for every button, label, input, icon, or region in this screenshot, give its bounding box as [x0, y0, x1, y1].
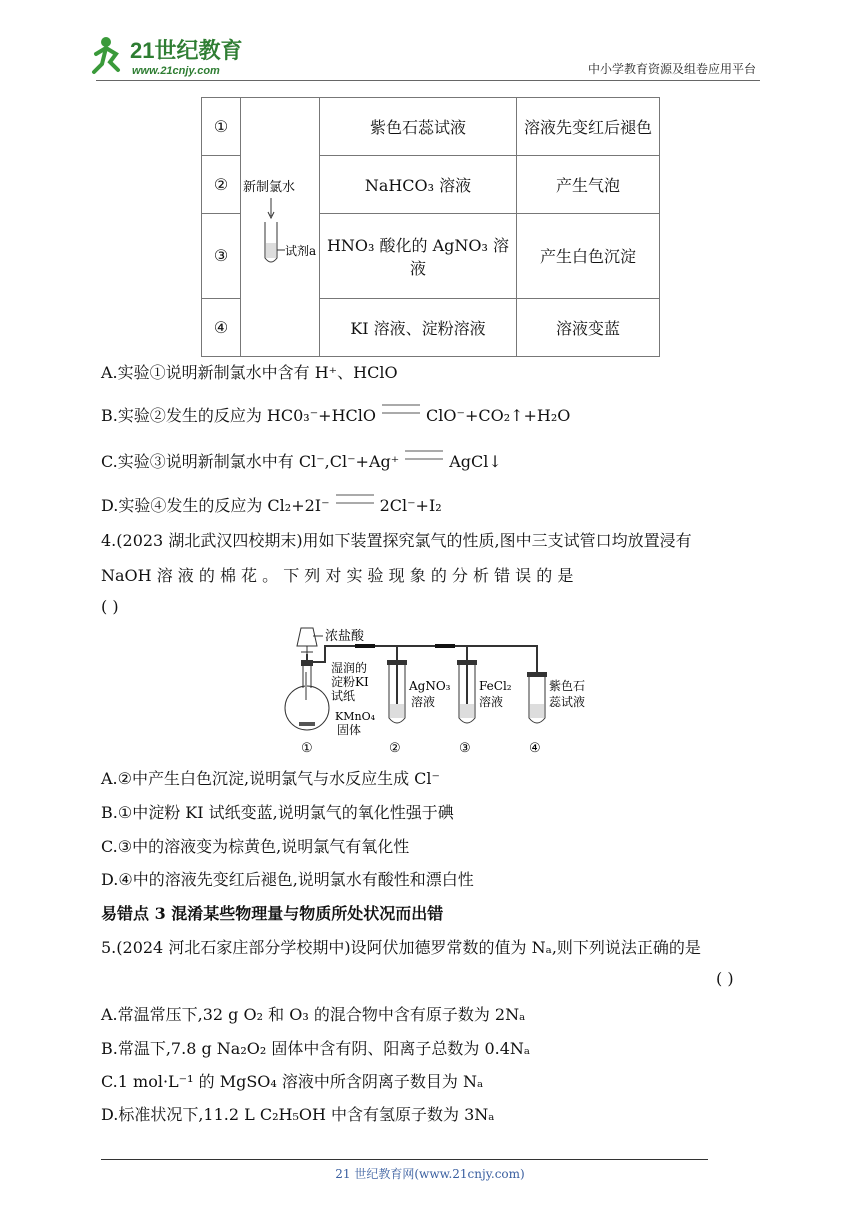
q3-option-c-left: C.实验③说明新制氯水中有 Cl⁻,Cl⁻+Ag⁺ [101, 452, 400, 471]
apparatus-cell [241, 98, 320, 357]
q3-option-d-right: 2Cl⁻+I₂ [379, 496, 442, 515]
q4-option-c: C.③中的溶液变为棕黄色,说明氯气有氧化性 [101, 837, 410, 856]
phenomenon-cell: 溶液变蓝 [517, 299, 660, 357]
svg-text:溶液: 溶液 [411, 695, 436, 709]
q4-option-b: B.①中淀粉 KI 试纸变蓝,说明氯气的氧化性强于碘 [101, 803, 454, 822]
reagent-cell: NaHCO₃ 溶液 [320, 155, 517, 213]
q4-stem-line2: NaOH 溶 液 的 棉 花 。 下 列 对 实 验 现 象 的 分 析 错 误 的 是 [101, 566, 574, 585]
equals-sign [382, 404, 420, 414]
site-logo [92, 32, 262, 82]
svg-text:AgNO₃: AgNO₃ [409, 679, 451, 693]
svg-text:溶液: 溶液 [479, 695, 504, 709]
row-num: ① [202, 98, 241, 156]
round-flask [285, 660, 329, 730]
q5-option-b: B.常温下,7.8 g Na₂O₂ 固体中含有阴、阳离子总数为 0.4Nₐ [101, 1039, 531, 1058]
equals-sign [336, 494, 374, 504]
q3-option-b-right: ClO⁻+CO₂↑+H₂O [426, 406, 571, 425]
q4-answer-bracket: ( ) [101, 597, 119, 616]
row-num: ③ [202, 213, 241, 298]
footer-divider [101, 1159, 708, 1160]
logo-url: www.21cnjy.com [132, 65, 220, 77]
runner-icon [94, 37, 118, 72]
reagent-cell: 紫色石蕊试液 [320, 98, 517, 156]
q4-stem-line1: 4.(2023 湖北武汉四校期末)用如下装置探究氯气的性质,图中三支试管口均放置浸有 [101, 531, 692, 550]
platform-name: 中小学教育资源及组卷应用平台 [587, 62, 756, 76]
q5-option-d: D.标准状况下,11.2 L C₂H₅OH 中含有氢原子数为 3Nₐ [101, 1105, 495, 1124]
header-divider [96, 80, 760, 81]
label-kmno4-1: KMnO₄ [335, 710, 375, 723]
label-kmno4-2: 固体 [337, 723, 362, 737]
q4-option-a: A.②中产生白色沉淀,说明氯气与水反应生成 Cl⁻ [101, 769, 440, 788]
q4-option-d: D.④中的溶液先变红后褪色,说明氯水有酸性和漂白性 [101, 870, 474, 889]
row-num: ④ [202, 299, 241, 357]
q5-stem: 5.(2024 河北石家庄部分学校期中)设阿伏加德罗常数的值为 Nₐ,则下列说法正确的是 [101, 938, 701, 957]
reagent-cell: KI 溶液、淀粉溶液 [320, 299, 517, 357]
experiment-table [201, 97, 660, 357]
test-tube-diagram [241, 98, 319, 352]
q3-option-b [101, 403, 570, 426]
q3-option-d-left: D.实验④发生的反应为 Cl₂+2I⁻ [101, 496, 330, 515]
apparatus-label-bottom: 试剂a [285, 244, 317, 258]
q3-option-c [101, 449, 502, 472]
svg-text:紫色石: 紫色石 [549, 679, 586, 693]
phenomenon-cell: 产生气泡 [517, 155, 660, 213]
phenomenon-cell: 溶液先变红后褪色 [517, 98, 660, 156]
fig-num-2: ② [389, 741, 401, 756]
apparatus-figure [285, 620, 586, 760]
label-paper-3: 试纸 [331, 689, 356, 703]
label-paper-1: 湿润的 [331, 661, 368, 675]
fig-num-4: ④ [529, 741, 541, 756]
section-heading: 易错点 3 混淆某些物理量与物质所处状况而出错 [101, 904, 444, 923]
svg-text:蕊试液: 蕊试液 [549, 695, 586, 709]
equals-sign [405, 450, 443, 460]
reagent-cell: HNO₃ 酸化的 AgNO₃ 溶液 [320, 213, 517, 298]
q3-option-d [101, 493, 442, 516]
q3-option-a: A.实验①说明新制氯水中含有 H⁺、HClO [101, 363, 398, 382]
q5-option-a: A.常温常压下,32 g O₂ 和 O₃ 的混合物中含有原子数为 2Nₐ [101, 1005, 526, 1024]
apparatus-label-top: 新制氯水 [243, 180, 296, 195]
q5-answer-bracket: ( ) [716, 969, 734, 988]
fig-num-1: ① [301, 741, 313, 756]
logo-text: 21世纪教育 [130, 38, 243, 63]
label-acid: 浓盐酸 [325, 629, 365, 644]
fig-num-3: ③ [459, 741, 471, 756]
phenomenon-cell: 产生白色沉淀 [517, 213, 660, 298]
footer-link[interactable]: 21 世纪教育网(www.21cnjy.com) [335, 1167, 525, 1181]
q3-option-c-right: AgCl↓ [449, 452, 502, 471]
test-tube-4 [527, 672, 547, 723]
q5-option-c: C.1 mol·L⁻¹ 的 MgSO₄ 溶液中所含阴离子数目为 Nₐ [101, 1072, 484, 1091]
svg-text:FeCl₂: FeCl₂ [479, 679, 512, 693]
row-num: ② [202, 155, 241, 213]
label-paper-2: 淀粉KI [331, 675, 369, 689]
q3-option-b-left: B.实验②发生的反应为 HC0₃⁻+HClO [101, 406, 377, 425]
